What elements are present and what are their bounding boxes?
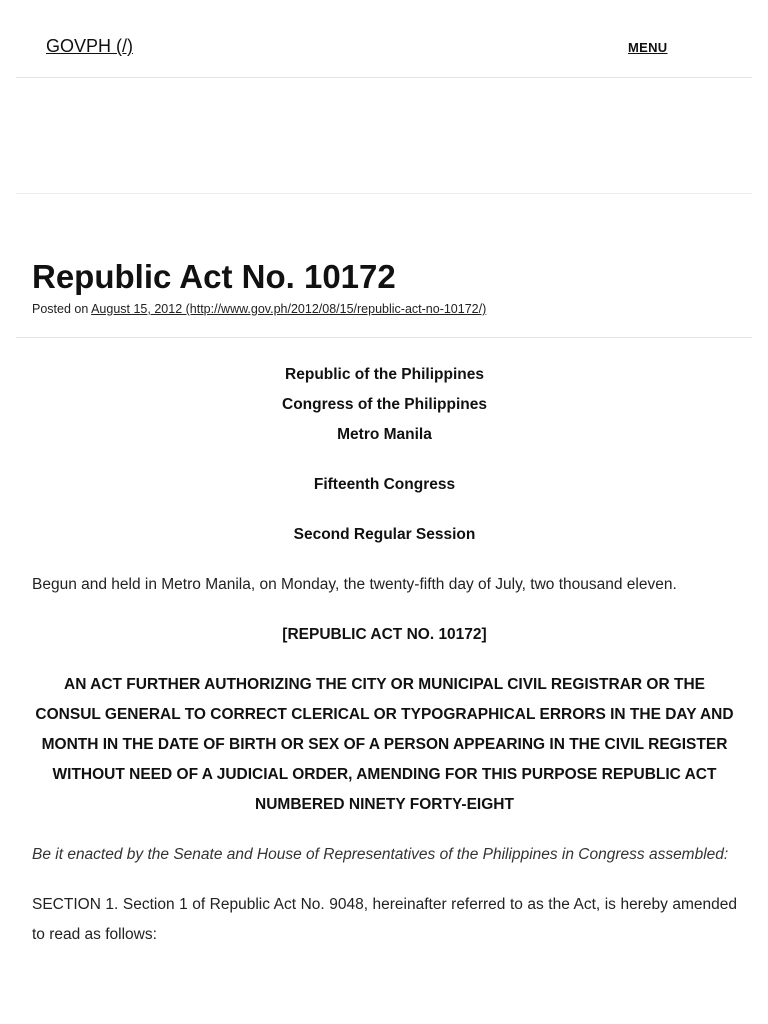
enacting-clause: Be it enacted by the Senate and House of Representatives of the Philippines in Congress assembled: bbox=[32, 846, 729, 863]
page-title: Republic Act No. 10172 bbox=[32, 258, 396, 295]
heading-metro-manila: Metro Manila bbox=[337, 426, 432, 443]
top-navigation-bar bbox=[16, 0, 752, 78]
banner-area bbox=[16, 78, 752, 194]
heading-republic: Republic of the Philippines bbox=[285, 366, 484, 383]
section-1-paragraph: SECTION 1. Section 1 of Republic Act No. 9048, hereinafter referred to as the Act, is hereby amended to read as follows: bbox=[32, 896, 737, 943]
govph-home-link[interactable]: GOVPH (/) bbox=[46, 36, 134, 56]
session-line: Second Regular Session bbox=[293, 526, 476, 543]
posted-date-link[interactable]: August 15, 2012 (http://www.gov.ph/2012/08/15/republic-act-no-10172/) bbox=[91, 302, 487, 316]
heading-congress: Congress of the Philippines bbox=[282, 396, 487, 413]
menu-button[interactable]: MENU bbox=[628, 40, 668, 55]
congress-line: Fifteenth Congress bbox=[313, 476, 456, 493]
act-title: AN ACT FURTHER AUTHORIZING THE CITY OR MUNICIPAL CIVIL REGISTRAR OR THE CONSUL GENERAL TO CORRECT CLERICAL OR TYPOGRAPHICAL ERRORS IN THE DAY AND MONTH IN THE DATE OF BIRTH OR SEX OF A PERSON APPEARING IN THE CIVIL REGISTER WITHOUT NEED OF A JUDICIAL ORDER, AMENDING FOR THIS PURPOSE REPUBLIC ACT NUMBERED NINETY FORTY-EIGHT bbox=[35, 676, 734, 813]
article-body bbox=[32, 360, 737, 950]
act-number: [REPUBLIC ACT NO. 10172] bbox=[282, 626, 487, 643]
posted-date-line bbox=[32, 302, 486, 316]
posted-prefix: Posted on bbox=[32, 302, 89, 316]
header-divider bbox=[16, 337, 752, 338]
begun-paragraph: Begun and held in Metro Manila, on Monday, the twenty-fifth day of July, two thousand eleven. bbox=[32, 576, 677, 593]
